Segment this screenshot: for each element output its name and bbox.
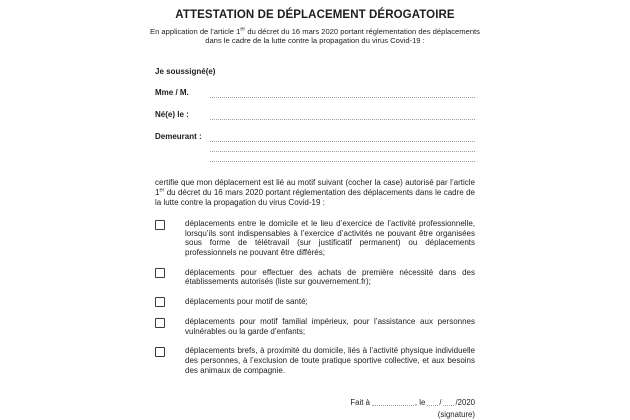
place-input[interactable]	[372, 397, 414, 406]
year-label: /2020	[455, 397, 475, 407]
subtitle-text-pre: En application de l’article 1	[150, 27, 241, 36]
motif-item-achats	[155, 268, 475, 287]
motif-item-sport	[155, 346, 475, 375]
address-field-input-line1[interactable]	[210, 132, 475, 142]
document-subtitle	[147, 27, 483, 46]
motif-checkbox-achats[interactable]	[155, 268, 165, 278]
name-field-input[interactable]	[210, 88, 475, 98]
motif-label-sport: déplacements brefs, à proximité du domicile, liés à l’activité physique individuelle des personnes, à l’exclusion de toute pratique sportive collective, et aux besoins des animaux de compagnie.	[185, 346, 475, 375]
birthdate-field-row	[155, 110, 475, 120]
motif-label-achats: déplacements pour effectuer des achats de première nécessité dans des établissements autorisés (liste sur gouvernement.fr);	[185, 267, 475, 287]
je-soussigne-label: Je soussigné(e)	[155, 66, 216, 76]
name-field-label: Mme / M.	[155, 88, 189, 98]
address-field-input-line3[interactable]	[210, 152, 475, 162]
motif-item-famille	[155, 317, 475, 336]
address-field-label: Demeurant :	[155, 132, 202, 142]
motif-checkbox-travail[interactable]	[155, 220, 165, 230]
day-input[interactable]	[427, 397, 438, 406]
birthdate-field-input[interactable]	[210, 110, 475, 120]
motif-checkbox-sante[interactable]	[155, 297, 165, 307]
fait-a-label: Fait à	[350, 397, 370, 407]
motif-label-sante: déplacements pour motif de santé;	[185, 296, 308, 306]
certification-paragraph	[155, 178, 475, 207]
fait-a-line	[155, 397, 475, 407]
motif-item-travail	[155, 219, 475, 257]
address-field-row	[155, 132, 475, 142]
certification-superscript: er	[159, 187, 165, 194]
certification-text-post: du décret du 16 mars 2020 portant réglementation des déplacements dans le cadre de la lutte contre la propagation du virus Covid-19 :	[155, 188, 475, 207]
motif-label-famille: déplacements pour motif familial impérieux, pour l’assistance aux personnes vulnérables ou la garde d’enfants;	[185, 317, 475, 336]
document-title: ATTESTATION DE DÉPLACEMENT DÉROGATOIRE	[175, 9, 455, 21]
signature-label: (signature)	[437, 410, 475, 420]
motif-checkbox-famille[interactable]	[155, 318, 165, 328]
motif-checkbox-sport[interactable]	[155, 347, 165, 357]
le-label: , le	[414, 397, 426, 407]
name-field-row	[155, 88, 475, 98]
address-field-input-line2[interactable]	[210, 142, 475, 152]
subtitle-text-post: du décret du 16 mars 2020 portant réglementation des déplacements dans le cadre de la lutte contre la propagation du virus Covid-19 :	[205, 27, 480, 46]
motifs-list	[155, 219, 475, 375]
month-input[interactable]	[443, 397, 454, 406]
motif-item-sante	[155, 297, 475, 308]
document-footer	[155, 397, 475, 420]
birthdate-field-label: Né(e) le :	[155, 110, 189, 120]
motif-label-travail: déplacements entre le domicile et le lieu d’exercice de l’activité professionnelle, lorsqu’ils sont indispensables à l’exercice d’activités ne pouvant être organisées sous forme de télétravail (sur justificatif permanent) ou déplacements professionnels ne pouvant être différés;	[185, 219, 475, 257]
document-content	[150, 0, 480, 420]
certification-text-pre: certifie que mon déplacement est lié au motif suivant (cocher la case) autorisé par l’article 1	[155, 178, 475, 197]
date-separator: /	[439, 397, 442, 407]
subtitle-superscript: er	[240, 26, 246, 33]
